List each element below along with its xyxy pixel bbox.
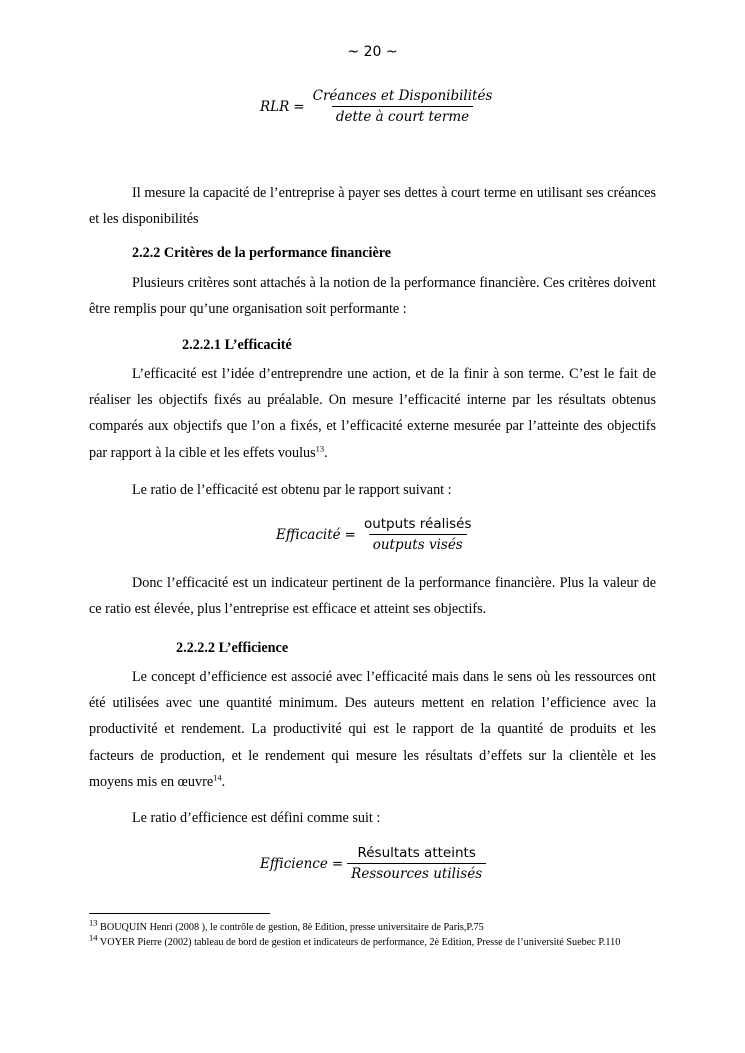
efficacite-fraction bbox=[360, 516, 476, 553]
efficience-fraction bbox=[347, 845, 486, 882]
rlr-equals: = bbox=[293, 98, 305, 115]
efficacite-equals: = bbox=[344, 526, 356, 543]
section-heading-2-2-2-1: 2.2.2.1 L’efficacité bbox=[182, 337, 292, 353]
efficacite-lhs: Efficacité bbox=[276, 526, 341, 543]
footnote-13 bbox=[89, 917, 656, 934]
paragraph-efficacite-ratio-intro bbox=[89, 477, 656, 503]
efficacite-denominator: outputs visés bbox=[369, 534, 467, 553]
rlr-denominator: dette à court terme bbox=[332, 106, 473, 125]
paragraph-rlr-description bbox=[89, 180, 656, 232]
section-heading-2-2-2: 2.2.2 Critères de la performance financière bbox=[132, 245, 392, 261]
footnote-ref-13[interactable]: 13 bbox=[315, 442, 325, 453]
paragraph-text: Le concept d’efficience est associé avec l’efficacité mais dans le sens où les ressources ont été utilisées avec une quantité minimum. Des auteurs mettent en relation l’efficience avec la productivité et rendement. La productivité qui est le rapport de la quantité de produits et les facteurs de production, et le rendement qui mesure les résultats d’effets sur la clientèle et les moyens mis en œuvre bbox=[89, 669, 656, 790]
rlr-numerator: Créances et Disponibilités bbox=[312, 88, 493, 104]
footnote-14 bbox=[89, 932, 656, 949]
efficacite-numerator: outputs réalisés bbox=[363, 516, 472, 532]
footnote-separator bbox=[89, 913, 270, 914]
efficience-numerator: Résultats atteints bbox=[357, 845, 476, 861]
rlr-lhs: RLR bbox=[260, 98, 290, 115]
section-heading-2-2-2-2: 2.2.2.2 L’efficience bbox=[176, 640, 289, 656]
paragraph-text: Le ratio d’efficience est défini comme suit : bbox=[132, 810, 381, 826]
efficience-equals: = bbox=[331, 855, 344, 872]
paragraph-text: Donc l’efficacité est un indicateur pertinent de la performance financière. Plus la valeur de ce ratio est élevée, plus l’entreprise est efficace et atteint ses objectifs. bbox=[89, 575, 656, 618]
efficience-denominator: Ressources utilisés bbox=[347, 863, 486, 882]
paragraph-text: L’efficacité est l’idée d’entreprendre une action, et de la finir à son terme. C’est le fait de réaliser les objectifs fixés au préalable. On mesure l’efficacité interne par les résultats obtenus comparés aux objectifs que l’on a fixés, et l’efficacité externe mesurée par l’atteinte des objectifs par rapport à la cible et les effets voulus bbox=[89, 366, 656, 461]
paragraph-efficience-ratio-intro bbox=[89, 805, 656, 831]
paragraph-efficience-definition: Le concept d’efficience est associé avec l’efficacité mais dans le sens où les ressources ont été utilisées avec une quantité minimum. Des auteurs mettent en relation l’efficience avec la productivité et rendement. La productivité qui est le rapport de la quantité de produits et les facteurs de production, et le rendement qui mesure les résultats d’effets sur la clientèle et les moyens mis en œuvre$^{14}$. bbox=[89, 669, 656, 790]
paragraph-efficacite-conclusion bbox=[89, 570, 656, 622]
footnote-number: 14 bbox=[89, 932, 98, 943]
efficience-lhs: Efficience bbox=[260, 855, 328, 872]
paragraph-text: Le ratio de l’efficacité est obtenu par le rapport suivant : bbox=[132, 482, 452, 498]
footnote-number: 13 bbox=[89, 917, 98, 928]
efficience-equation bbox=[260, 845, 486, 882]
paragraph-text: Plusieurs critères sont attachés à la notion de la performance financière. Ces critères doivent être remplis pour qu’une organisation soit performante : bbox=[89, 275, 656, 318]
paragraph-efficacite-definition: L’efficacité est l’idée d’entreprendre une action, et de la finir à son terme. C’est le fait de réaliser les objectifs fixés au préalable. On mesure l’efficacité interne par les résultats obtenus comparés aux objectifs que l’on a fixés, et l’efficacité externe mesurée par l’atteinte des objectifs par rapport à la cible et les effets voulus$^{13}$. bbox=[89, 366, 656, 461]
page-number: ~ 20 ~ bbox=[347, 44, 398, 60]
paragraph-criteria-intro bbox=[89, 270, 656, 322]
paragraph-text: Il mesure la capacité de l’entreprise à payer ses dettes à court terme en utilisant ses créances et les disponibilités bbox=[89, 185, 656, 228]
footnote-ref-14[interactable]: 14 bbox=[213, 772, 222, 783]
rlr-fraction bbox=[309, 88, 497, 125]
footnote-text: BOUQUIN Henri (2008 ), le contrôle de gestion, 8è Edition, presse universitaire de Paris,P.75 bbox=[97, 922, 484, 933]
footnote-text: VOYER Pierre (2002) tableau de bord de gestion et indicateurs de performance, 2è Edition, Presse de l’université Suebec P.110 bbox=[97, 937, 621, 948]
efficacite-equation bbox=[276, 516, 476, 553]
rlr-equation bbox=[260, 88, 496, 125]
